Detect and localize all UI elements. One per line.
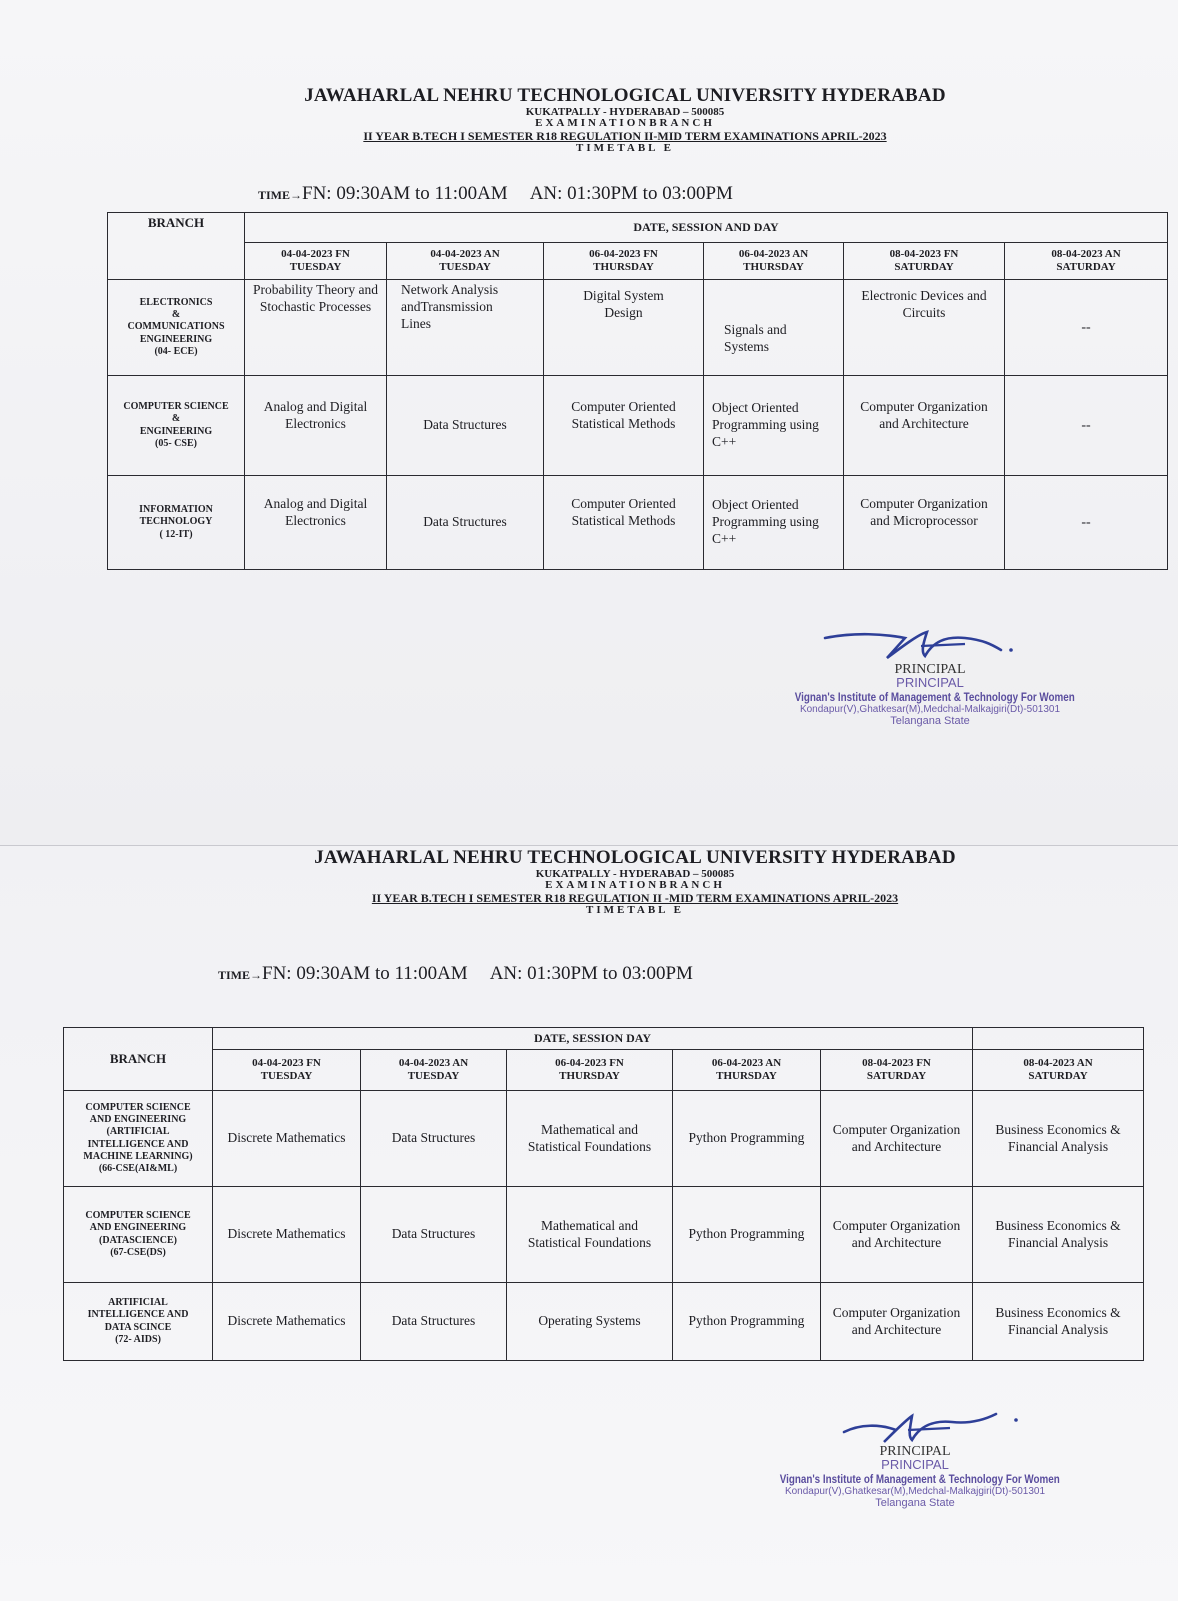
principal-title: PRINCIPAL [894,662,966,677]
branch-name: ELECTRONICS & COMMUNICATIONS ENGINEERING (04- ECE) [108,280,245,376]
subject-cell: -- [1005,376,1168,476]
institute-state: Telangana State [890,715,970,727]
day-header [507,1050,673,1091]
subject-cell: Python Programming [673,1283,821,1361]
timetable-table [63,1027,1144,1361]
table-row [64,1187,1144,1283]
fn-session-time: FN: 09:30AM to 11:00AM [302,183,508,204]
day-header [544,243,704,280]
subject-cell: Discrete Mathematics [213,1187,361,1283]
subject-cell: Computer Oriented Statistical Methods [544,376,704,476]
subject-cell: Computer Organization and Architecture [821,1091,973,1187]
exam-date: 06-04-2023 FN [589,247,658,260]
university-name: JAWAHARLAL NEHRU TECHNOLOGICAL UNIVERSITY HYDERABAD [314,847,956,868]
exam-regulation-title: II YEAR B.TECH I SEMESTER R18 REGULATION II -MID TERM EXAMINATIONS APRIL-2023 [371,891,899,906]
table-row [108,376,1168,476]
table-row [64,1091,1144,1187]
subject-cell: Electronic Devices and Circuits [844,280,1005,376]
subject-cell: Computer Organization and Architecture [821,1187,973,1283]
principal-signature-block [765,628,1095,727]
institute-state: Telangana State [875,1497,955,1509]
day-header [213,1050,361,1091]
subject-cell: Discrete Mathematics [213,1283,361,1361]
examination-branch: EXAMINATIONBRANCH [545,879,725,892]
subject-cell: Data Structures [387,476,544,570]
institute-name: Vignan's Institute of Management & Technology For Women [779,1472,1060,1486]
branch-name: COMPUTER SCIENCE AND ENGINEERING (ARTIFICIAL INTELLIGENCE AND MACHINE LEARNING) (66-CSE(AI&ML) [64,1091,213,1187]
day-header [245,243,387,280]
university-name: JAWAHARLAL NEHRU TECHNOLOGICAL UNIVERSITY HYDERABAD [304,85,946,106]
institute-address: Kondapur(V),Ghatkesar(M),Medchal-Malkajgiri(Dt)-501301 [799,704,1061,715]
subject-cell: Analog and Digital Electronics [245,476,387,570]
subject-cell: Digital System Design [544,280,704,376]
timetable-sheet-2 [0,845,1178,1601]
institute-address: Kondapur(V),Ghatkesar(M),Medchal-Malkajgiri(Dt)-501301 [784,1486,1046,1497]
subject-cell: Network Analysis andTransmission Lines [387,280,544,376]
principal-title: PRINCIPAL [879,1444,951,1459]
date-session-day-header: DATE, SESSION AND DAY [245,213,1168,243]
date-session-day-header: DATE, SESSION DAY [213,1028,973,1050]
exam-date: 08-04-2023 AN [1051,247,1121,260]
institute-name: Vignan's Institute of Management & Technology For Women [794,690,1075,704]
subject-cell: Operating Systems [507,1283,673,1361]
table-row [108,476,1168,570]
day-header [1005,243,1168,280]
exam-regulation-title: II YEAR B.TECH I SEMESTER R18 REGULATION II-MID TERM EXAMINATIONS APRIL-2023 [363,129,887,144]
exam-day: TUESDAY [439,261,491,273]
subject-cell: Data Structures [387,376,544,476]
exam-date: 04-04-2023 FN [252,1056,321,1069]
subject-cell: Business Economics & Financial Analysis [973,1091,1144,1187]
exam-date: 06-04-2023 AN [711,1056,782,1069]
exam-date: 04-04-2023 AN [398,1056,469,1069]
exam-date: 08-04-2023 AN [1023,1056,1093,1069]
day-header [361,1050,507,1091]
exam-day: TUESDAY [260,1070,313,1082]
branch-name: ARTIFICIAL INTELLIGENCE AND DATA SCINCE (72- AIDS) [64,1283,213,1361]
exam-date: 08-04-2023 FN [862,1056,931,1069]
exam-date: 06-04-2023 AN [738,247,809,260]
exam-day: THURSDAY [716,1070,777,1082]
subject-cell: Business Economics & Financial Analysis [973,1283,1144,1361]
sheet-header [265,86,985,154]
exam-day: TUESDAY [289,261,342,273]
exam-date: 06-04-2023 FN [555,1056,624,1069]
subject-cell: Python Programming [673,1187,821,1283]
branch-name: INFORMATION TECHNOLOGY ( 12-IT) [108,476,245,570]
day-header [673,1050,821,1091]
table-row [64,1283,1144,1361]
timetable-table [107,212,1168,570]
exam-day: SATURDAY [894,261,954,273]
subject-cell: -- [1005,280,1168,376]
day-header [973,1050,1144,1091]
exam-day: SATURDAY [1028,1070,1088,1082]
subject-cell: Data Structures [361,1091,507,1187]
exam-timings [218,963,693,985]
subject-cell: Computer Oriented Statistical Methods [544,476,704,570]
day-header [844,243,1005,280]
examination-branch: EXAMINATIONBRANCH [535,117,715,130]
branch-name: COMPUTER SCIENCE & ENGINEERING (05- CSE) [108,376,245,476]
exam-day: SATURDAY [866,1070,927,1082]
exam-day: SATURDAY [1056,261,1116,273]
subject-cell: Data Structures [361,1283,507,1361]
subject-cell: Business Economics & Financial Analysis [973,1187,1144,1283]
exam-date: 04-04-2023 FN [281,247,350,260]
subject-cell: Computer Organization and Architecture [821,1283,973,1361]
subject-cell: Mathematical and Statistical Foundations [507,1187,673,1283]
subject-cell: Analog and Digital Electronics [245,376,387,476]
fn-session-time: FN: 09:30AM to 11:00AM [262,963,468,984]
day-header [821,1050,973,1091]
branch-header: BRANCH [64,1028,213,1091]
university-address: KUKATPALLY - HYDERABAD – 500085 [525,105,725,118]
time-label: TIME→ [218,968,263,982]
subject-cell: Discrete Mathematics [213,1091,361,1187]
time-label: TIME→ [258,188,303,202]
subject-cell: Computer Organization and Architecture [844,376,1005,476]
exam-date: 04-04-2023 AN [430,247,500,260]
table-row [108,280,1168,376]
stamp-title: PRINCIPAL [896,675,964,690]
sheet-header [265,848,1005,916]
subject-cell: Python Programming [673,1091,821,1187]
exam-day: THURSDAY [593,261,654,273]
subject-cell: Mathematical and Statistical Foundations [507,1091,673,1187]
subject-cell: -- [1005,476,1168,570]
subject-cell: Data Structures [361,1187,507,1283]
principal-signature-block [750,1410,1080,1509]
principal-signature [800,1410,1030,1444]
subject-cell: Probability Theory and Stochastic Processes [245,280,387,376]
subject-cell: Signals and Systems [704,280,844,376]
an-session-time: AN: 01:30PM to 03:00PM [529,183,733,204]
exam-day: THURSDAY [743,261,804,273]
stamp-title: PRINCIPAL [881,1457,949,1472]
timetable-label: TIMETABL E [586,903,684,916]
subject-cell: Object Oriented Programming using C++ [704,476,844,570]
day-header [704,243,844,280]
branch-header: BRANCH [108,213,245,280]
an-session-time: AN: 01:30PM to 03:00PM [489,963,693,984]
subject-cell: Computer Organization and Microprocessor [844,476,1005,570]
university-address: KUKATPALLY - HYDERABAD – 500085 [535,867,735,880]
timetable-label: TIMETABL E [576,141,674,154]
subject-cell: Object Oriented Programming using C++ [704,376,844,476]
exam-day: THURSDAY [559,1070,620,1082]
branch-name: COMPUTER SCIENCE AND ENGINEERING (DATASCIENCE) (67-CSE(DS) [64,1187,213,1283]
exam-date: 08-04-2023 FN [889,247,959,260]
exam-day: TUESDAY [407,1070,460,1082]
day-header [387,243,544,280]
principal-signature [815,628,1045,662]
exam-timings [258,183,733,205]
